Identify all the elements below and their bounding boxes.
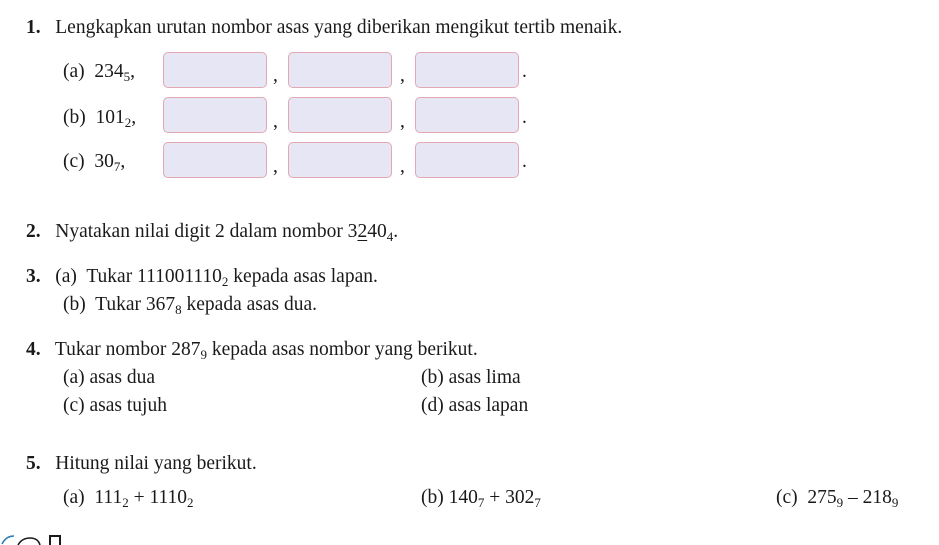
q4-option-b: (b) asas lima xyxy=(421,367,521,388)
q1b-answer-box-3[interactable] xyxy=(415,97,519,133)
q1b-number: $101_2$, xyxy=(95,107,137,130)
q1a-number: $234_5$, xyxy=(94,61,136,84)
q1b-answer-box-1[interactable] xyxy=(163,97,267,133)
q1c-label: (c) $30_7$, xyxy=(63,151,126,174)
q1c-comma-2: , xyxy=(400,156,405,177)
q1-text: Lengkapkan urutan nombor asas yang diberikan mengikut tertib menaik. xyxy=(55,17,623,38)
q1-number: 1. xyxy=(26,17,41,38)
q2-stem: 2. Nyatakan nilai digit 2 dalam nombor $3240_4$. xyxy=(26,221,399,244)
q5-part-b: (b) $140_7 + 302_7$ xyxy=(421,487,541,510)
q1b-answer-box-2[interactable] xyxy=(288,97,392,133)
q1c-answer-box-3[interactable] xyxy=(415,142,519,178)
q1b-label: (b) $101_2$, xyxy=(63,107,137,130)
q1b-comma-1: , xyxy=(273,111,278,132)
q5-stem: 5. Hitung nilai yang berikut. xyxy=(26,453,257,474)
q1a-label: (a) $234_5$, xyxy=(63,61,136,84)
q1b-comma-2: , xyxy=(400,111,405,132)
q1c-answer-box-2[interactable] xyxy=(288,142,392,178)
q3-number: 3. xyxy=(26,266,41,287)
q1a-answer-box-2[interactable] xyxy=(288,52,392,88)
q5-number: 5. xyxy=(26,453,41,474)
page-number-tab-icon xyxy=(0,532,70,545)
q5-part-c: (c) $275_9 - 218_9$ xyxy=(776,487,899,510)
q3-part-a: 3. (a) Tukar $111001110_2$ kepada asas lapan. xyxy=(26,266,378,289)
q1-stem xyxy=(26,16,622,40)
q1a-comma-2: , xyxy=(400,65,405,86)
q1a-answer-box-1[interactable] xyxy=(163,52,267,88)
q1a-period: . xyxy=(522,61,527,82)
q4-option-c: (c) asas tujuh xyxy=(63,395,167,416)
q1c-period: . xyxy=(522,151,527,172)
q1c-number: $30_7$, xyxy=(94,151,126,174)
q1c-answer-box-1[interactable] xyxy=(163,142,267,178)
q1c-comma-1: , xyxy=(273,156,278,177)
q2-underlined-digit: 2 xyxy=(357,221,368,242)
q3-part-b: (b) Tukar $367_8$ kepada asas dua. xyxy=(63,294,318,317)
q4-option-a: (a) asas dua xyxy=(63,367,156,388)
q5-part-a: (a) $111_2 + 1110_2$ xyxy=(63,487,194,510)
q1a-answer-box-3[interactable] xyxy=(415,52,519,88)
q1b-period: . xyxy=(522,107,527,128)
q4-stem: 4. Tukar nombor $287_9$ kepada asas nombor yang berikut. xyxy=(26,339,478,362)
q4-number: 4. xyxy=(26,339,41,360)
q1a-comma-1: , xyxy=(273,65,278,86)
q4-option-d: (d) asas lapan xyxy=(421,395,529,416)
q2-number: 2. xyxy=(26,221,41,242)
